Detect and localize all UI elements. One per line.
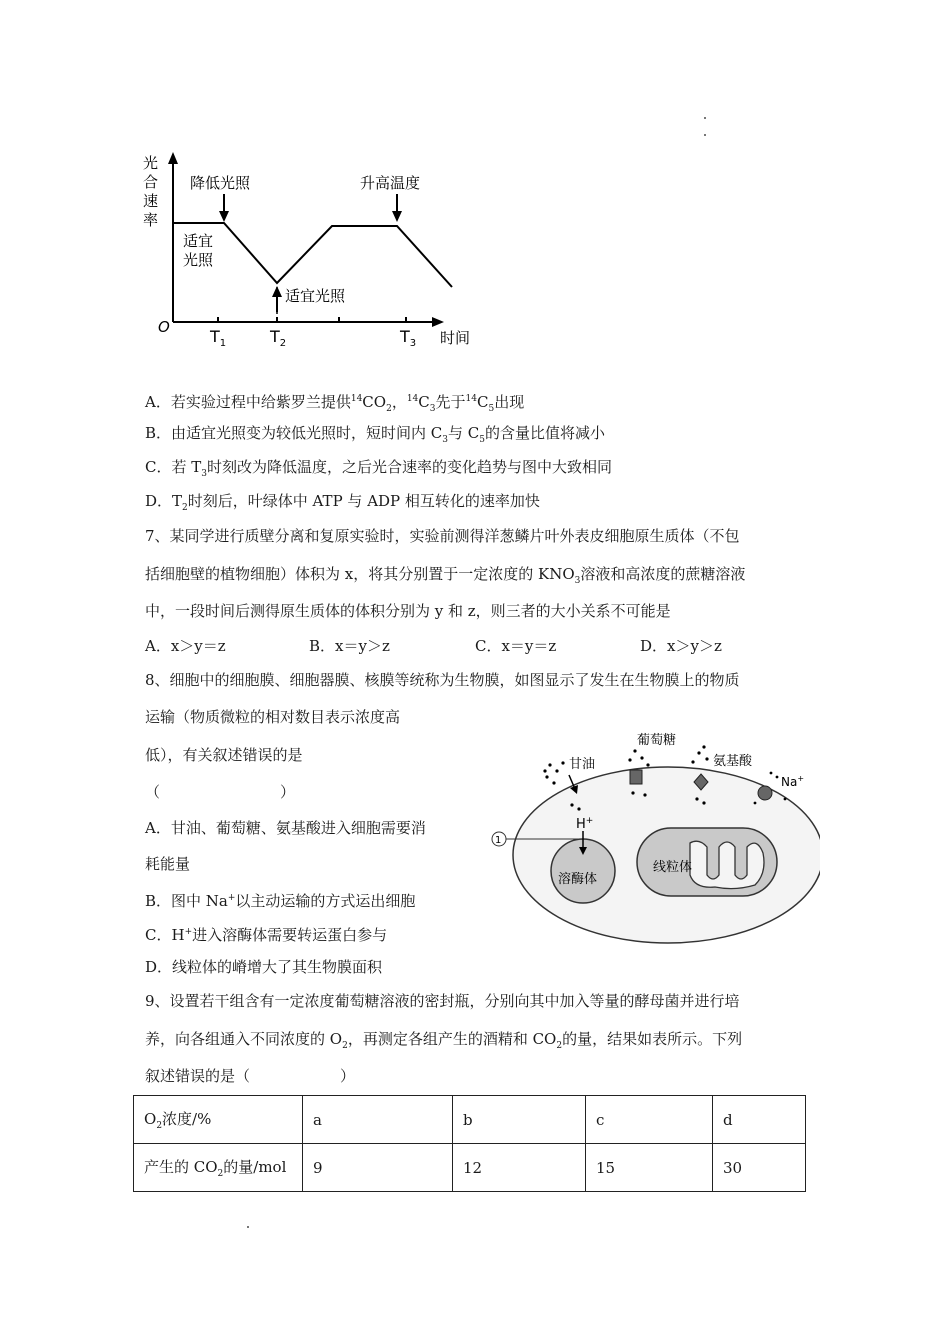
table-cell: 30 (713, 1144, 806, 1192)
na-ion-label: Na+ (781, 774, 805, 789)
table-row (134, 1144, 806, 1192)
q8-answer-blank: （ ） (145, 783, 296, 801)
table-cell: b (453, 1096, 586, 1144)
q9-stem-line2: 养，向各组通入不同浓度的 $O_2$，再测定各组产生的酒精和 $CO_2$的量，结果如表所示。下列 (145, 1030, 743, 1051)
q8-option-d: D．线粒体的嵴增大了其生物膜面积 (145, 958, 383, 976)
amino-acid-label: 氨基酸 (713, 754, 753, 769)
label-suitable-light-1: 适宜 (183, 232, 214, 250)
table-row (134, 1096, 806, 1144)
label-suitable-light-t2: 适宜光照 (285, 287, 346, 305)
stray-dot (247, 1226, 249, 1228)
photosynthesis-rate-graph (140, 150, 490, 350)
q6-option-b: B．由适宜光照变为较低光照时，短时间内 $C_3$与 $C_5$的含量比值将减小 (145, 424, 606, 445)
x-axis-label: 时间 (440, 329, 471, 347)
glucose-carrier (630, 770, 642, 784)
stray-dot (704, 134, 706, 136)
q8-option-a-line2: 耗能量 (145, 855, 191, 873)
q7-option-a: A．x＞y＝z (145, 637, 226, 655)
h-ion-label: H+ (576, 816, 594, 832)
q8-stem-line1: 8、细胞中的细胞膜、细胞器膜、核膜等统称为生物膜，如图显示了发生在生物膜上的物质 (145, 671, 740, 689)
y-axis-arrow (168, 152, 178, 164)
label-raise-temp: 升高温度 (360, 174, 421, 192)
q6-option-d: D．$T_2$时刻后，叶绿体中 ATP 与 ADP 相互转化的速率加快 (145, 492, 540, 513)
t1-label: $T_1$ (210, 327, 227, 349)
table-cell: 12 (453, 1144, 586, 1192)
x-axis-arrow (432, 317, 444, 327)
t3-label: $T_3$ (400, 327, 417, 349)
origin-label: O (158, 318, 170, 336)
rate-curve (173, 223, 452, 287)
cell-transport-diagram (485, 725, 820, 950)
mitochondrion-cristae (690, 841, 764, 888)
q6-option-c: C．若 $T_3$时刻改为降低温度，之后光合速率的变化趋势与图中大致相同 (145, 458, 613, 479)
y-label-3: 速 (143, 192, 159, 210)
table-cell: 9 (303, 1144, 453, 1192)
mitochondrion-label: 线粒体 (653, 860, 693, 875)
table-cell: d (713, 1096, 806, 1144)
lysosome-label: 溶酶体 (558, 872, 598, 887)
t2-label: $T_2$ (270, 327, 287, 349)
marker-1-label: 1 (495, 835, 502, 846)
label-lower-light: 降低光照 (190, 174, 251, 192)
q8-stem-line2: 运输（物质微粒的相对数目表示浓度高 (145, 708, 401, 726)
label-suitable-light-2: 光照 (183, 251, 214, 269)
na-carrier (758, 786, 772, 800)
y-label-2: 合 (143, 173, 159, 191)
table-cell: a (303, 1096, 453, 1144)
q9-stem-line1: 9、设置若干组含有一定浓度葡萄糖溶液的密封瓶，分别向其中加入等量的酵母菌并进行培 (145, 992, 740, 1010)
y-label-4: 率 (143, 211, 159, 229)
q7-option-c: C．x＝y＝z (475, 637, 557, 655)
q8-option-c: C．H+进入溶酶体需要转运蛋白参与 (145, 926, 388, 944)
table-cell: c (586, 1096, 713, 1144)
table-header-cell: $O_2$浓度/% (134, 1096, 303, 1144)
q7-stem-line1: 7、某同学进行质壁分离和复原实验时，实验前测得洋葱鳞片叶外表皮细胞原生质体（不包 (145, 527, 740, 545)
q7-stem-line3: 中，一段时间后测得原生质体的体积分别为 y 和 z，则三者的大小关系不可能是 (145, 602, 671, 620)
arrow-raise-temp-head (392, 211, 402, 222)
y-label-1: 光 (143, 154, 159, 172)
q8-option-a-line1: A．甘油、葡萄糖、氨基酸进入细胞需要消 (145, 819, 426, 837)
table-cell: 15 (586, 1144, 713, 1192)
stray-dot (704, 117, 706, 119)
q7-option-b: B．x＝y＞z (309, 637, 390, 655)
arrow-suitable-light-head (272, 286, 282, 297)
q7-stem-line2: 括细胞壁的植物细胞）体积为 x，将其分别置于一定浓度的 $KNO_3$溶液和高浓度的蔗糖溶液 (145, 565, 746, 586)
o2-co2-table (133, 1095, 806, 1192)
q8-stem-line3: 低），有关叙述错误的是 (145, 746, 303, 764)
q8-option-b: B．图中 Na+以主动运输的方式运出细胞 (145, 892, 416, 910)
table-header-cell: 产生的 $CO_2$的量/mol (134, 1144, 303, 1192)
q9-stem-line3: 叙述错误的是（ ） (145, 1067, 356, 1085)
arrow-lower-light-head (219, 211, 229, 222)
glycerol-label: 甘油 (569, 757, 596, 772)
glucose-label: 葡萄糖 (637, 733, 677, 748)
q7-option-d: D．x＞y＞z (640, 637, 722, 655)
q6-option-a: A．若实验过程中给紫罗兰提供$^{14}CO_2$，$^{14}C_3$先于$^{14}C_5$出现 (145, 393, 525, 414)
